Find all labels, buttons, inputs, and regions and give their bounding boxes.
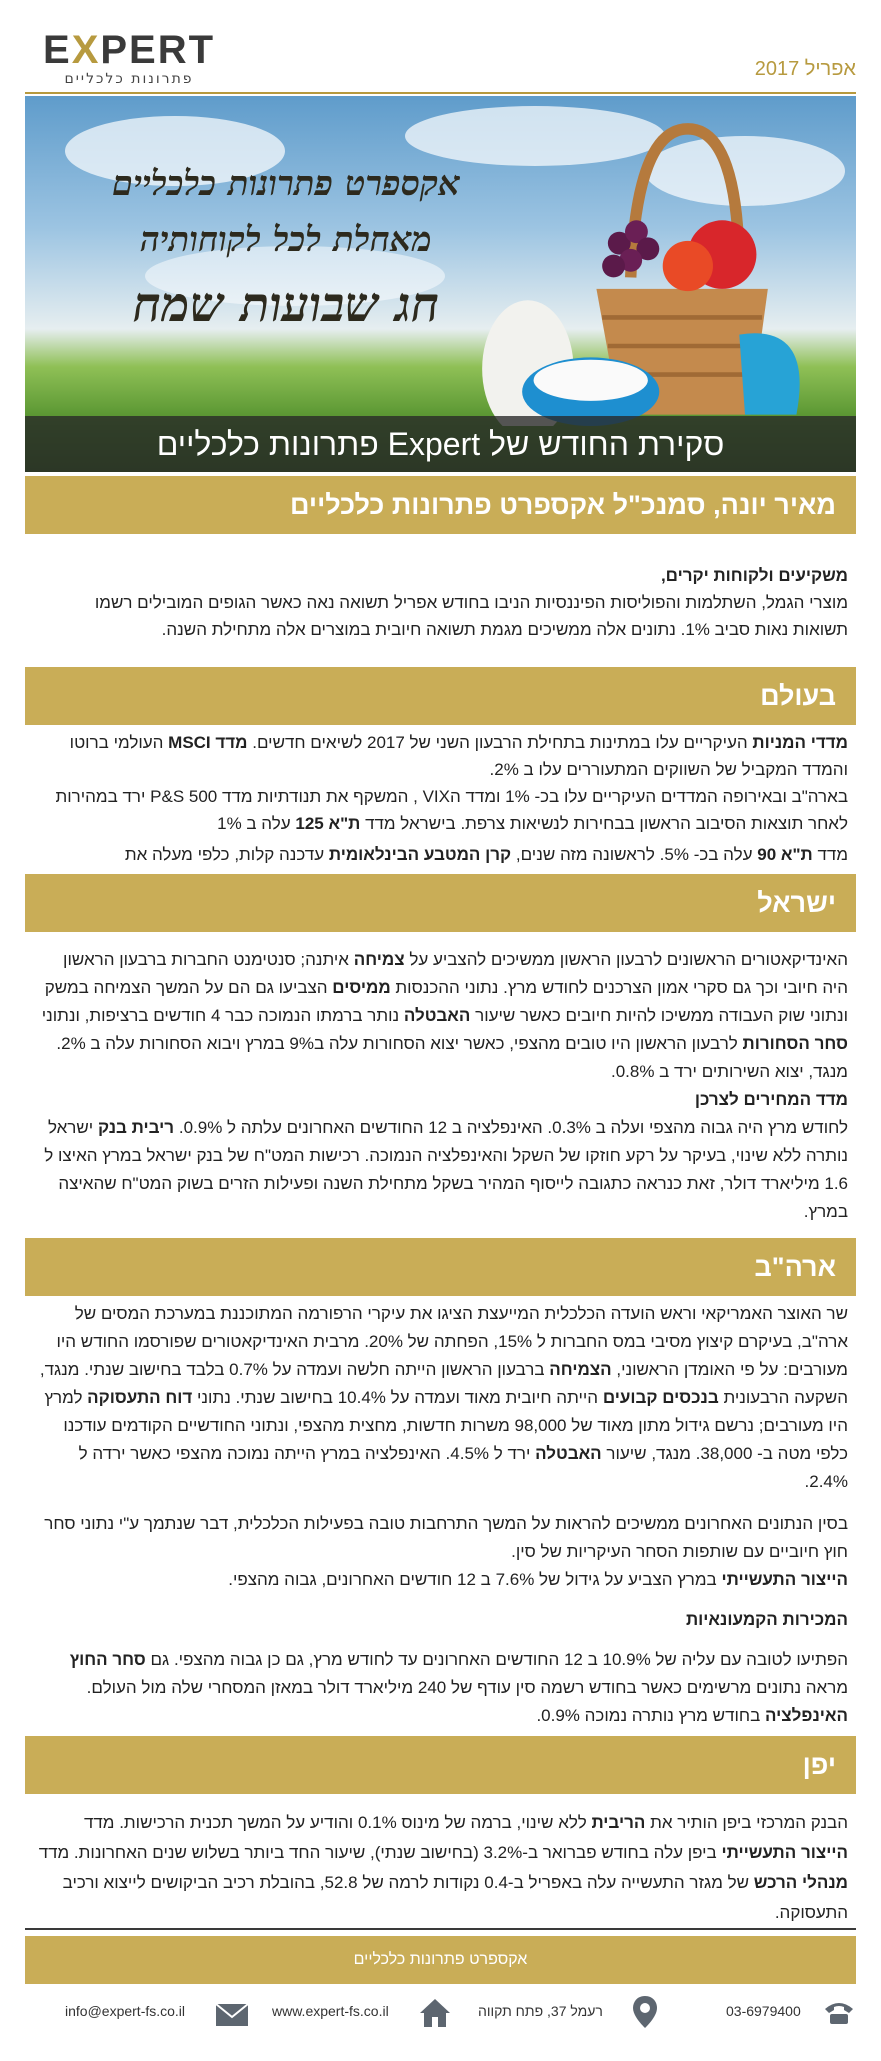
usa-paragraph-2: בסין הנתונים האחרונים ממשיכים להראות על המשך התרחבות טובה בפעילות הכלכלית, דבר שנתמך ע"י נתוני סחר חוץ חיוביים עם שותפות הסחר העיקריות של סין.: [44, 1514, 848, 1561]
header: [25, 0, 856, 94]
issue-date: אפריל 2017: [754, 58, 856, 80]
newsletter: [25, 0, 856, 1984]
contact-bar: [0, 1995, 881, 2035]
logo-tagline: פתרונות כלכליים: [64, 71, 194, 87]
hero-caption: סקירת החודש של Expert פתרונות כלכליים: [25, 416, 856, 472]
israel-subhead-cpi: מדד המחירים לצרכן: [694, 1090, 848, 1109]
email-text[interactable]: info@expert-fs.co.il: [65, 2003, 186, 2019]
intro-section: [25, 534, 856, 653]
section-title-israel: ישראל: [25, 874, 856, 932]
section-title-world: בעולם: [25, 667, 856, 725]
usa-paragraph-4: הפתיעו לטובה עם עליה של 10.9% ב 12 החודשים האחרונים עד לחודש מרץ, גם כן גבוה מהצפי. גם סחר החוץ מראה נתונים מרשימים כאשר בחודש רשמה סין עודף של 240 מיליארד דולר במאזן המסחרי שלה מול העולם. האינפלציה בחודש מרץ נותרה נמוכה 0.9%.: [69, 1650, 848, 1725]
email-link[interactable]: [65, 2003, 185, 2019]
section-title-usa: ארה"ב: [25, 1238, 856, 1296]
greeting-line-1: אקספרט פתרונות כלכליים: [112, 164, 460, 204]
envelope-icon: [215, 2003, 249, 2027]
usa-paragraph-1: שר האוצר האמריקאי וראש הועדה הכלכלית המייעצת הציגו את עיקרי הרפורמה המתוכננת במערכת המסים של ארה"ב, בעיקרם קיצוץ מסיבי במס החברות ל 15%, הפחתה של 20%. מרבית האינדיקאטורים שפורסמו החודש היו מעורבים: על פי האומדן הראשוני, הצמיחה ברבעון הראשון הייתה חלשה ועמדה על 0.7% בלבד בחישוב שנתי. מנגד, השקעה הרבעונית בנכסים קבועים הייתה חיובית מאוד ועמדה על 10.4% בחישוב שנתי. נתוני דוח התעסוקה למרץ היו מעורבים; נרשם גידול מתון מאוד של 98,000 משרות חדשות, מחצית מהצפי, ונתוני החודשיים הקודמים עודכנו כלפי מטה ב- 38,000. מנגד, שיעור האבטלה ירד ל 4.5%. האינפלציה במרץ הייתה נמוכה מהצפי כאשר ירדה ל 2.4%.: [39, 1304, 848, 1491]
section-title-japan: יפן: [25, 1736, 856, 1794]
usa-subhead-retail: המכירות הקמעונאיות: [685, 1610, 848, 1629]
fruit-basket-icon: [465, 106, 856, 426]
hero-banner: [25, 96, 856, 472]
author-band: מאיר יונה, סמנכ"ל אקספרט פתרונות כלכליים: [25, 476, 856, 534]
footer-band: אקספרט פתרונות כלכליים: [25, 1936, 856, 1984]
israel-paragraph-2: לחודש מרץ היה גבוה מהצפי ועלה ב 0.3%. האינפלציה ב 12 החודשים האחרונים עלתה ל 0.9%. ריבית בנק ישראל נותרה ללא שינוי, בעיקר על רקע חוזקו של השקל והאינפלציה הנמוכה. רכישות המט"ח של בנק ישראל במרץ האיצו ל 1.6 מיליארד דולר, זאת כנראה כתגובה לייסוף המהיר בשקל מתחילת השנה ופעילות הזרים בשוק המט"ח שהאיצה במרץ.: [44, 1118, 848, 1221]
world-paragraph-2: בארה"ב ובאירופה המדדים העיקריים עלו בכ- 1% ומדד הVIX , המשקף את תנודתיות מדד P&S 500 ירד במהירות לאחר תוצאות הסיבוב הראשון בבחירות לנשיאות צרפת. בישראל מדד ת"א 125 עלה ב 1%: [55, 787, 848, 833]
phone-number[interactable]: [726, 2003, 801, 2019]
usa-paragraph-3: הייצור התעשייתי במרץ הצביע על גידול של 7.6% ב 12 חודשים האחרונים, גבוה מהצפי.: [228, 1570, 848, 1589]
israel-paragraph-1: האינדיקאטורים הראשונים לרבעון הראשון ממשיכים להצביע על צמיחה איתנה; סנטימנט החברות ברבעון הראשון היה חיובי וכך גם סקרי אמון הצרכנים לחודש מרץ. נתוני ההכנסות ממיסים הצביעו גם הם על המשך הצמיחה במשק ונתוני שוק העבודה ממשיכו להיות חיובים כאשר שיעור האבטלה נותר ברמתו הנמוכה כבר 4 חודשים ברציפות, ונתוני סחר הסחורות לרבעון הראשון היו טובים מהצפי, כאשר יצוא הסחורות עלה ב9% במרץ ויבוא הסחורות עלה ב 2%. מנגד, יצוא השירותים ירד ב 0.8%.: [41, 950, 848, 1081]
usa-section: [25, 1296, 856, 1730]
world-paragraph-3: מדד ת"א 90 עלה בכ- 5%. לראשונה מזה שנים, קרן המטבע הבינלאומית עדכנה קלות, כלפי מעלה את: [124, 845, 848, 864]
intro-text: מוצרי הגמל, השתלמות והפוליסות הפיננסיות הניבו בחודש אפריל תשואה נאה כאשר הגופים המובילים רשמו תשואות נאות סביב 1%. נתונים אלה ממשיכים מגמת תשואה חיובית במוצרים אלה מתחילת השנה.: [94, 593, 848, 639]
website-link[interactable]: [272, 2003, 389, 2019]
expert-logo[interactable]: [43, 30, 215, 87]
location-pin-icon: [632, 1995, 658, 2029]
greeting-line-3: חג שבועות שמח: [132, 277, 440, 333]
home-icon: [418, 1997, 452, 2029]
world-paragraph-1: מדדי המניות העיקריים עלו במתינות בתחילת הרבעון השני של 2017 לשיאים חדשים. מדד MSCI העולמי ברוטו והמדד המקביל של השווקים המתעוררים עלו ב 2%.: [69, 733, 848, 779]
logo-wordmark: EXPERT: [43, 28, 216, 72]
phone-icon: [822, 2001, 856, 2025]
japan-paragraph-1: הבנק המרכזי ביפן הותיר את הריבית ללא שינוי, ברמה של מינוס 0.1% והודיע על המשך תכנית הרכישות. מדד הייצור התעשייתי ביפן עלה בחודש פברואר ב-3.2% (בחישוב שנתי), שיעור החד ביותר בשלוש שנים האחרונות. מדד מנהלי הרכש של מגזר התעשייה עלה באפריל ב-0.4 נקודות לרמה של 52.8, בהובלת רכיב הביקושים לייצוא ורכיב התעסוקה.: [38, 1813, 848, 1922]
world-section: [25, 725, 856, 868]
address: [478, 2003, 603, 2019]
greeting-line-2: מאחלת לכל לקוחותיה: [140, 220, 432, 260]
website-text[interactable]: www.expert-fs.co.il: [272, 2003, 389, 2019]
salutation: משקיעים ולקוחות יקרים,: [660, 566, 848, 585]
israel-section: [25, 932, 856, 1226]
japan-section: [25, 1794, 856, 1928]
phone-text[interactable]: 03-6979400: [726, 2003, 801, 2019]
address-text: רעמל 37, פתח תקווה: [478, 2003, 603, 2019]
holiday-greeting: [51, 156, 521, 342]
